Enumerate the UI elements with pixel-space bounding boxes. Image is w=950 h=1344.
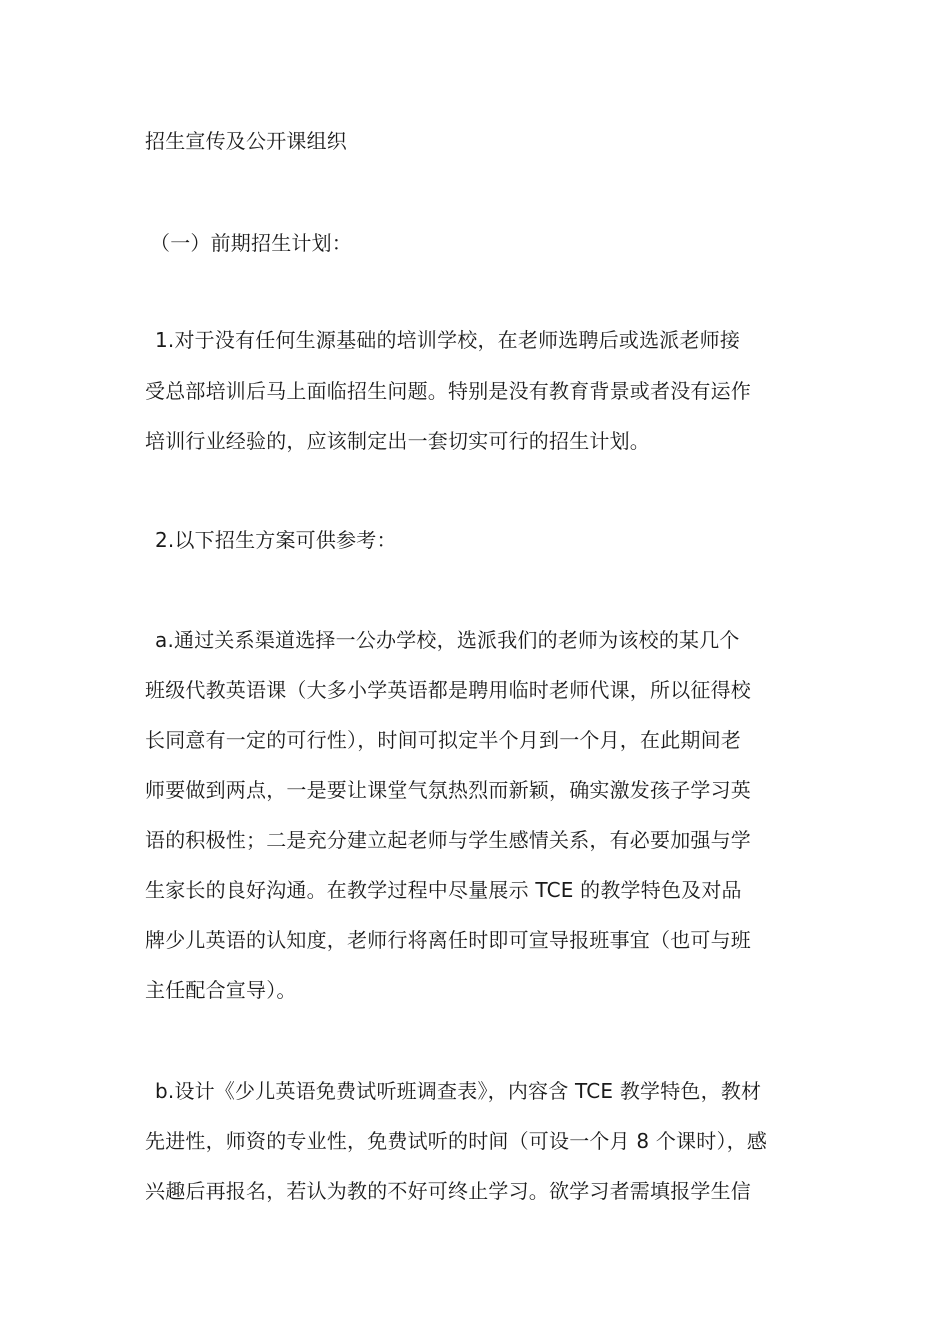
paragraph-line: 培训行业经验的，应该制定出一套切实可行的招生计划。	[145, 429, 650, 453]
paragraph-line: b.设计《少儿英语免费试听班调查表》，内容含 TCE 教学特色，教材	[155, 1079, 762, 1103]
paragraph-line: 1.对于没有任何生源基础的培训学校，在老师选聘后或选派老师接	[155, 328, 741, 352]
paragraph-line: 2.以下招生方案可供参考：	[155, 528, 397, 552]
document-title: 招生宣传及公开课组织	[145, 129, 347, 153]
paragraph-line: 语的积极性；二是充分建立起老师与学生感情关系，有必要加强与学	[145, 828, 751, 852]
paragraph-line: 师要做到两点，一是要让课堂气氛热烈而新颖，确实激发孩子学习英	[145, 778, 751, 802]
paragraph-line: 主任配合宣导）。	[145, 978, 297, 1002]
paragraph-line: 长同意有一定的可行性），时间可拟定半个月到一个月，在此期间老	[145, 728, 741, 752]
paragraph-line: 先进性，师资的专业性，免费试听的时间（可设一个月 8 个课时），感	[145, 1129, 768, 1153]
paragraph-line: a.通过关系渠道选择一公办学校，选派我们的老师为该校的某几个	[155, 628, 740, 652]
paragraph-line: 受总部培训后马上面临招生问题。特别是没有教育背景或者没有运作	[145, 379, 751, 403]
paragraph-line: 班级代教英语课（大多小学英语都是聘用临时老师代课，所以征得校	[145, 678, 751, 702]
paragraph-line: 兴趣后再报名，若认为教的不好可终止学习。欲学习者需填报学生信	[145, 1179, 751, 1203]
paragraph-line: 生家长的良好沟通。在教学过程中尽量展示 TCE 的教学特色及对品	[145, 878, 742, 902]
section-heading: （一）前期招生计划：	[150, 231, 352, 255]
paragraph-line: 牌少儿英语的认知度，老师行将离任时即可宣导报班事宜（也可与班	[145, 928, 751, 952]
